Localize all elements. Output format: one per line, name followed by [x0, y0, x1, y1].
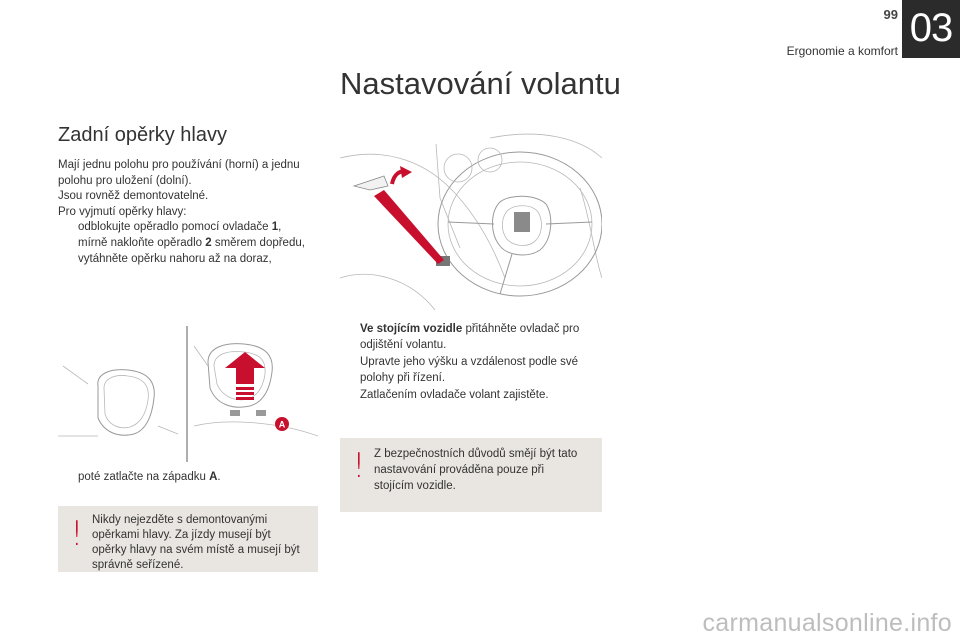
step-text: odblokujte opěradlo pomocí ovladače — [78, 221, 272, 234]
list-item — [58, 470, 320, 486]
intro-line: Mají jednu polohu pro používání (horní) a jednu polohu pro uložení (dolní). — [58, 159, 300, 187]
page-title: Nastavování volantu — [340, 66, 621, 101]
step-text: mírně nakloňte opěradlo — [78, 236, 206, 249]
list-item — [340, 388, 604, 404]
label-a: A — [278, 419, 286, 430]
list-item — [58, 252, 320, 268]
headrest-steps — [58, 220, 320, 267]
section-name: Ergonomie a komfort — [786, 44, 898, 58]
chapter-badge: 03 — [902, 0, 960, 58]
warning-text: Z bezpečnostních důvodů smějí být tato nastavování prováděna pouze při stojícím vozidle. — [374, 448, 578, 492]
list-item — [340, 322, 604, 353]
headrest-drawing — [58, 326, 318, 462]
warning-icon: ! — [70, 514, 84, 554]
steering-wheel-illustration — [340, 128, 602, 310]
step-text: směrem dopředu, — [211, 236, 305, 249]
section-title: Zadní opěrky hlavy — [58, 124, 227, 146]
step-text: . — [217, 471, 221, 483]
pointer-arrow-icon — [374, 190, 444, 264]
warning-icon: ! — [352, 446, 366, 486]
step-emphasis: Ve stojícím vozidle — [360, 323, 463, 335]
list-item — [58, 220, 320, 236]
steering-wheel-drawing — [340, 128, 602, 310]
step-ref: 2 — [205, 236, 212, 249]
step-text: , — [278, 221, 282, 234]
intro-line: Jsou rovněž demontovatelné. — [58, 190, 209, 203]
steering-steps — [340, 322, 604, 404]
headrest-illustration — [58, 326, 318, 462]
page-number: 99 — [883, 7, 898, 22]
step-text: poté zatlačte na západku — [78, 471, 210, 483]
after-illustration-step — [58, 470, 320, 486]
warning-box-steering — [340, 438, 602, 512]
step-text: Upravte jeho výšku a vzdálenost podle své polohy při řízení. — [360, 356, 578, 384]
warning-text: Nikdy nejezděte s demontovanými opěrkami hlavy. Za jízdy musejí být opěrky hlavy na svém místě a musejí být správně seřízené. — [92, 514, 300, 571]
step-text: vytáhněte opěrku nahoru až na doraz, — [78, 252, 272, 265]
intro-line: Pro vyjmutí opěrky hlavy: — [58, 205, 187, 218]
step-ref: 1 — [271, 221, 279, 234]
list-item — [58, 236, 320, 252]
step-text: přitáhněte ovladač pro odjištění volantu. — [360, 323, 580, 351]
step-ref: A — [209, 471, 218, 483]
logo-mark — [514, 212, 530, 232]
left-text-block — [58, 158, 320, 267]
right-text-block — [340, 322, 604, 404]
warning-box-headrest — [58, 506, 318, 572]
list-item — [340, 355, 604, 386]
step-text: Zatlačením ovladače volant zajistěte. — [360, 389, 549, 402]
watermark: carmanualsonline.info — [702, 609, 952, 637]
